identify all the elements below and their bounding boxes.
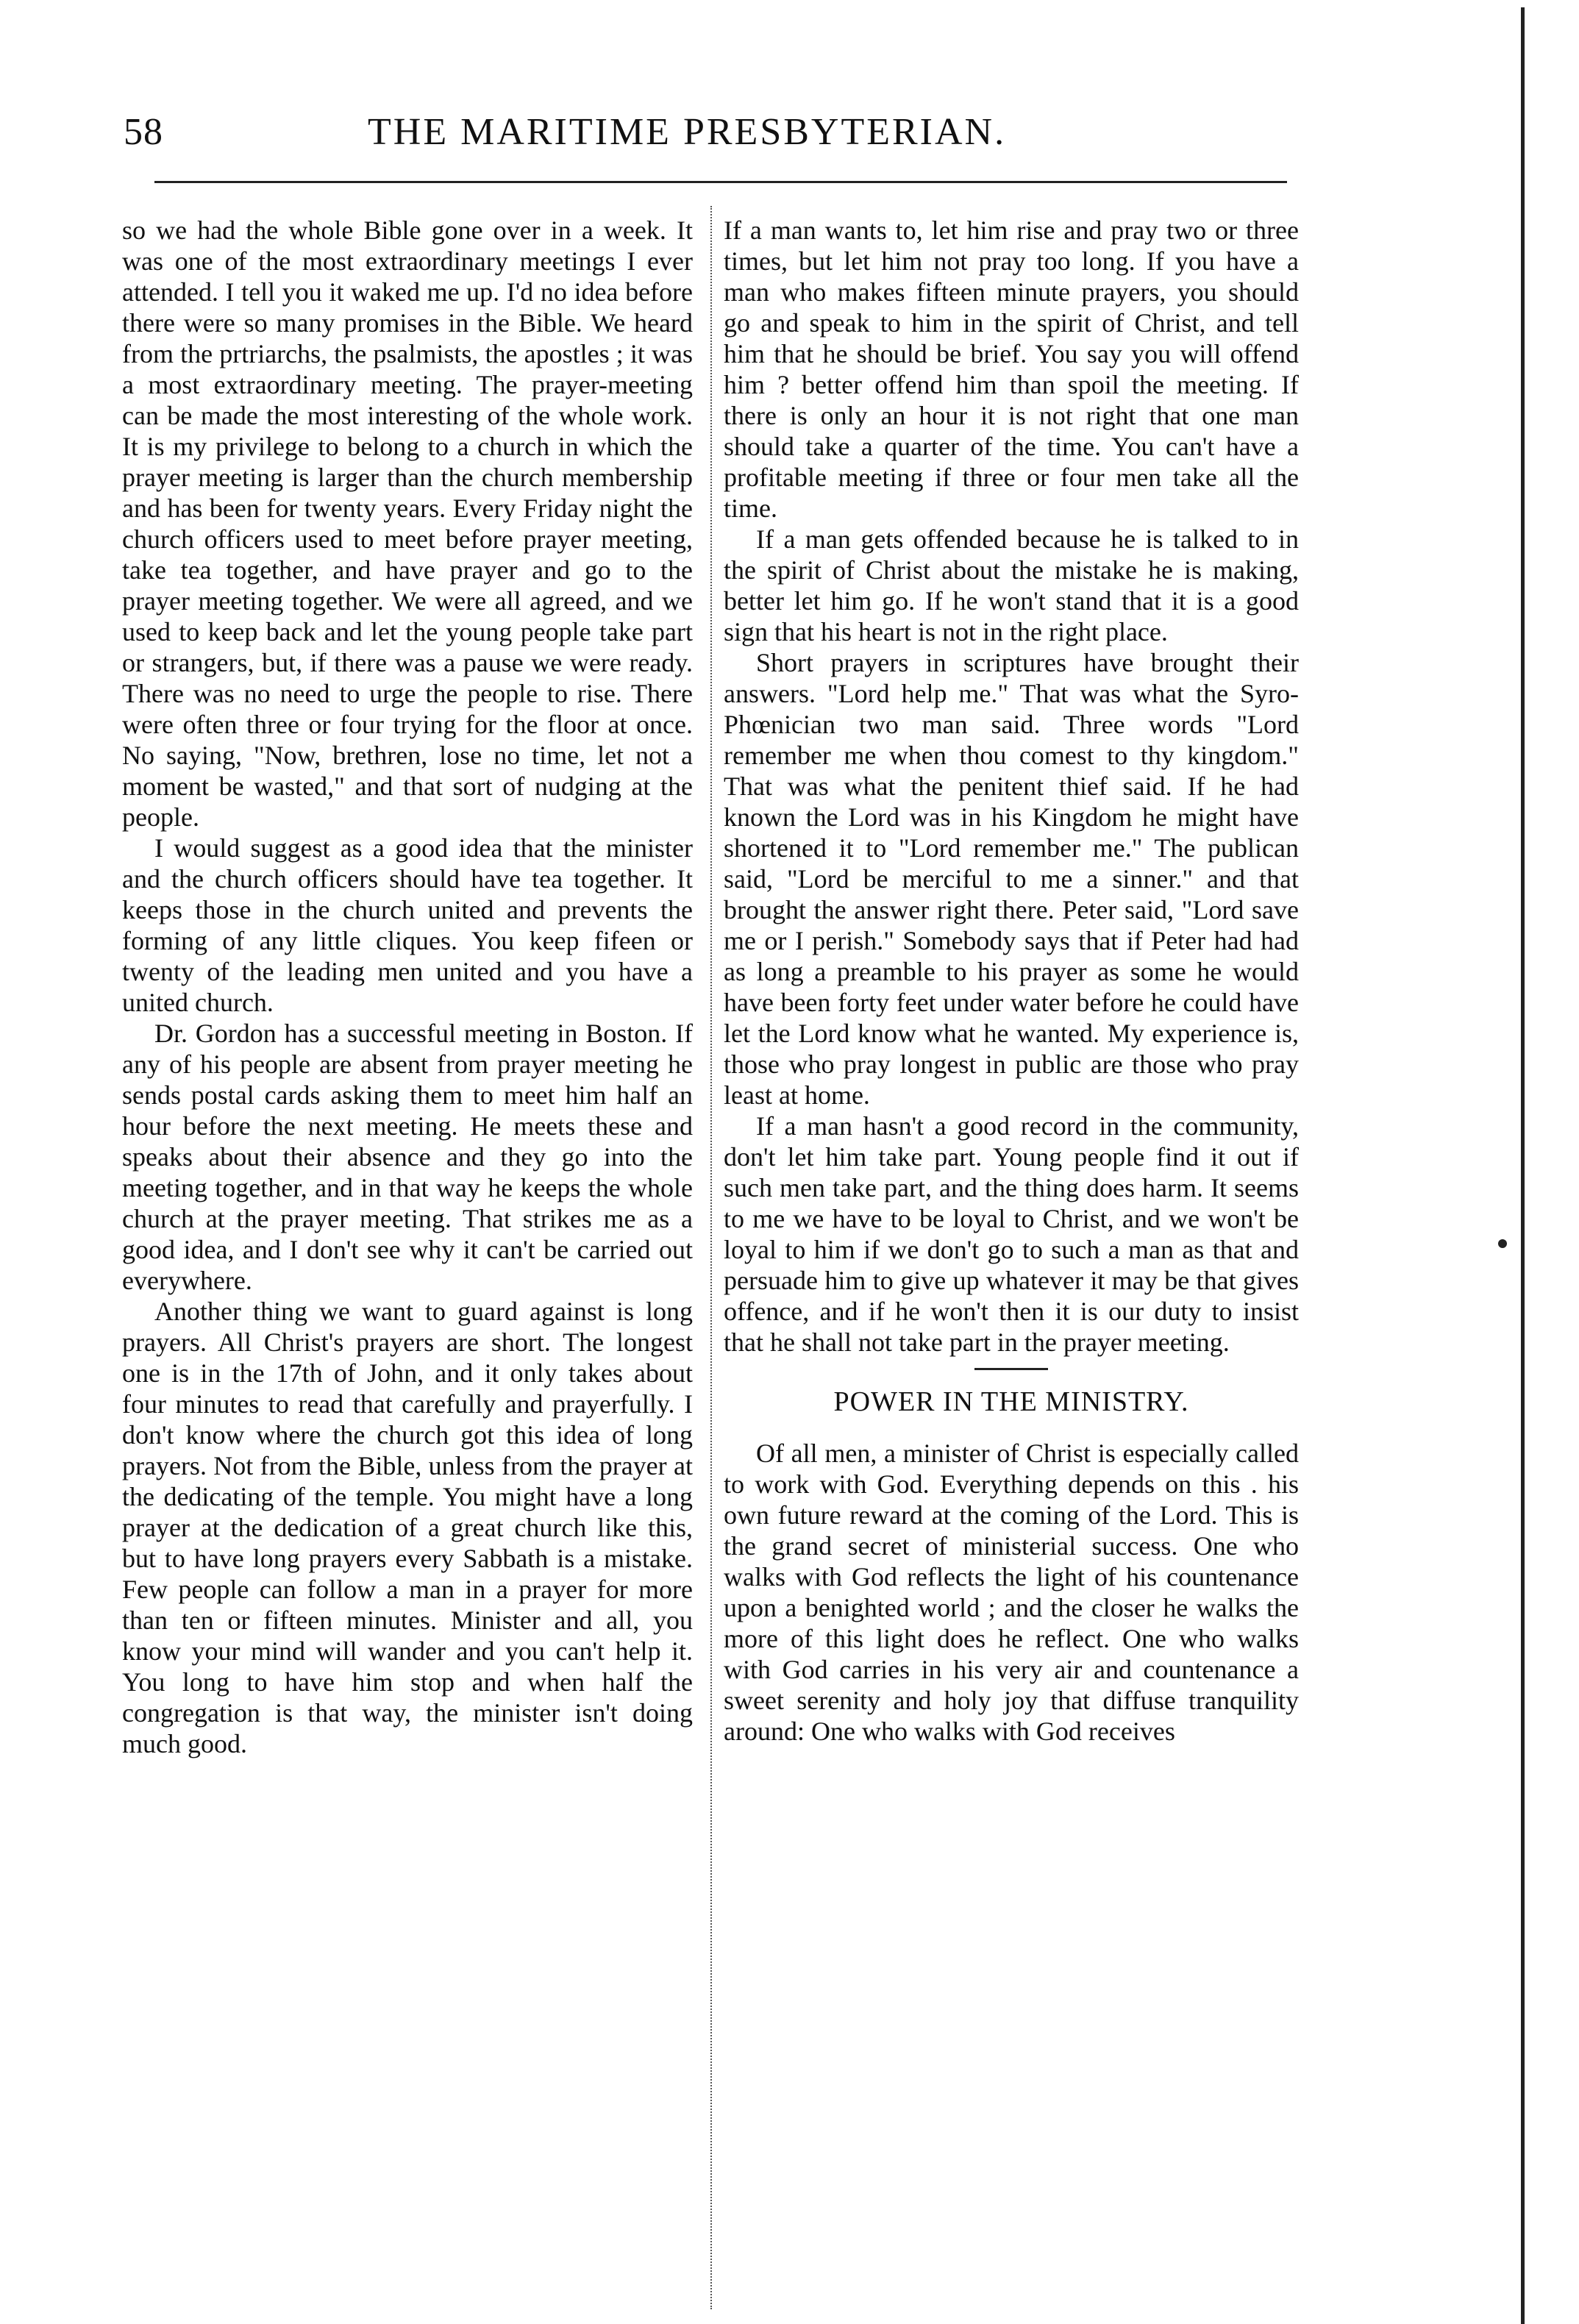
paragraph: If a man hasn't a good record in the community, don't let him take part. Young people find it out if such men take part, and the thing does harm. It seems to me we have to be loyal to Christ, and we won't be loyal to him if we don't go to such a man as that and persuade him to give up whatever it may be that gives offence, and if he won't then it is our duty to insist that he shall not take part in the prayer meeting. [724,1111,1299,1357]
column-divider [710,206,712,2309]
paragraph: If a man wants to, let him rise and pray two or three times, but let him not pray too long. If you have a man who makes fifteen minute prayers, you should go and speak to him in the spirit of Christ, and tell him that he should be brief. You say you will offend him ? better offend him than spoil the meeting. If there is only an hour it is not right that one man should take a quarter of the time. You can't have a profitable meeting if three or four men take all the time. [724,215,1299,523]
page-edge-line [1521,7,1525,2324]
section-rule [974,1368,1048,1370]
paragraph: Another thing we want to guard against is long prayers. All Christ's prayers are short. The longest one is in the 17th of John, and it only takes about four minutes to read that carefully and prayerfully. I don't know where the church got this idea of long prayers. Not from the Bible, unless from the prayer at the dedicating of the temple. You might have a long prayer at the dedication of a great church like this, but to have long prayers every Sabbath is a mistake. Few people can follow a man in a prayer for more than ten or fifteen minutes. Minister and all, you know your mind will wander and you can't help it. You long to have him stop and when half the congregation is that way, the minister isn't doing much good. [122,1297,693,1758]
page-number: 58 [124,111,163,153]
paragraph: I would suggest as a good idea that the minister and the church officers should have tea together. It keeps those in the church united and prevents the forming of any little cliques. You keep fifeen or twenty of the leading men united and you have a united church. [122,833,693,1017]
running-head: THE MARITIME PRESBYTERIAN. [368,111,1007,153]
section-heading: POWER IN THE MINISTRY. [833,1386,1189,1417]
paragraph: so we had the whole Bible gone over in a week. It was one of the most extraordinary meetings I ever attended. I tell you it waked me up. I'd no idea before there were so many promises in the Bible. We heard from the prtriarchs, the psalmists, the apostles ; it was a most extraordinary meeting. The prayer-meeting can be made the most interesting of the whole work. It is my privilege to belong to a church in which the prayer meeting is larger than the church membership and has been for twenty years. Every Friday night the church officers used to meet before prayer meeting, take tea together, and have prayer and go to the prayer meeting together. We were all agreed, and we used to keep back and let the young people take part or strangers, but, if there was a pause we were ready. There was no need to urge the people to rise. There were often three or four trying for the floor at once. No saying, "Now, brethren, lose no time, let not a moment be wasted," and that sort of nudging at the people. [122,215,693,832]
header-rule [154,181,1287,183]
right-column [724,215,1299,2303]
paragraph: Short prayers in scriptures have brought their answers. "Lord help me." That was what the Syro-Phœnician two man said. Three words "Lord remember me when thou comest to thy kingdom." That was what the penitent thief said. If he had known the Lord was in his Kingdom he might have shortened it to "Lord remember me." The publican said, "Lord be merciful to me a sinner." and that brought the answer right there. Peter said, "Lord save me or I perish." Somebody says that if Peter had had as long a preamble to his prayer as some he would have been forty feet under water before he could have let the Lord know what he wanted. My experience is, those who pray longest in public are those who pray least at home. [724,648,1299,1110]
paragraph: Dr. Gordon has a successful meeting in Boston. If any of his people are absent from prayer meeting he sends postal cards asking them to meet him half an hour before the next meeting. He meets these and speaks about their absence and they go into the meeting together, and in that way he keeps the whole church at the prayer meeting. That strikes me as a good idea, and I don't see why it can't be carried out everywhere. [122,1019,693,1295]
margin-dot [1498,1239,1507,1248]
left-column [122,215,693,2303]
paragraph: If a man gets offended because he is talked to in the spirit of Christ about the mistake he is making, better let him go. If he won't stand that it is a good sign that his heart is not in the right place. [724,524,1299,646]
paragraph: Of all men, a minister of Christ is especially called to work with God. Everything depends on this . his own future reward at the coming of the Lord. This is the grand secret of ministerial success. One who walks with God reflects the light of his countenance upon a benighted world ; and the closer he walks the more of this light does he reflect. One who walks with God carries in his very air and countenance a sweet serenity and holy joy that diffuse tranquility around: One who walks with God receives [724,1439,1299,1746]
